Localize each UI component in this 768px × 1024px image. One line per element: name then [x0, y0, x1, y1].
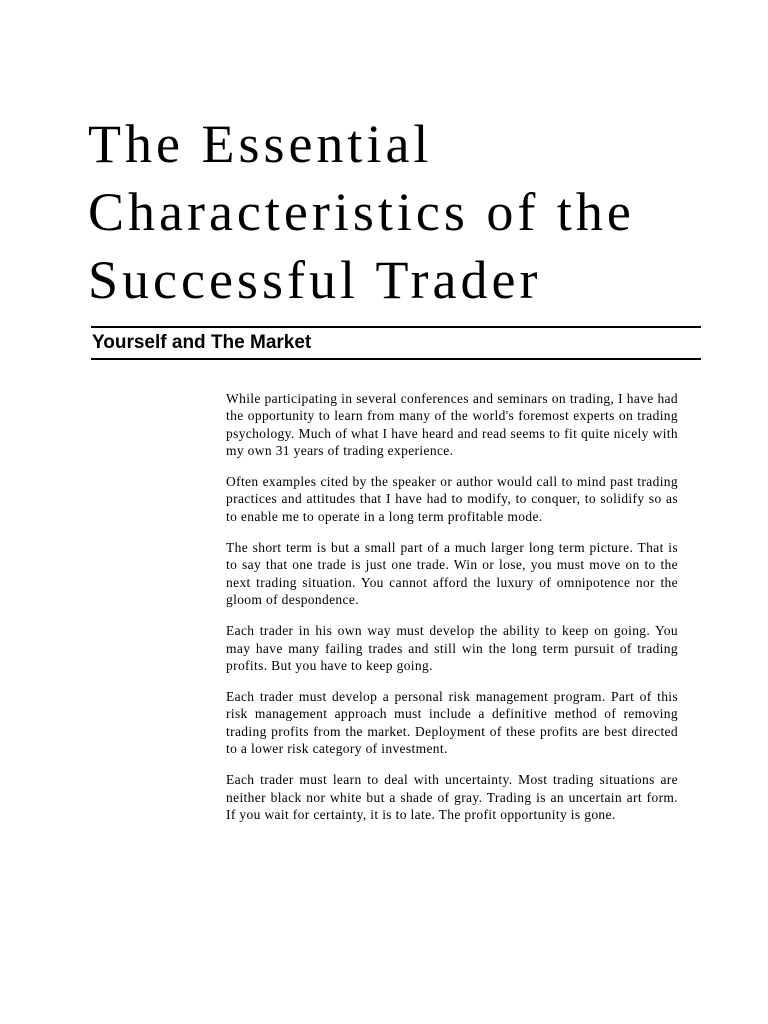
- document-title: [88, 110, 728, 314]
- section-rule-bottom: [91, 358, 701, 360]
- section-rule-top: [91, 326, 701, 328]
- title-line: The Essential: [88, 114, 433, 174]
- paragraph: Each trader must develop a personal risk management program. Part of this risk management approach must include a definitive method of removing trading profits from the market. Deployment of these profits are best directed to a lower risk category of investment.: [226, 689, 678, 757]
- paragraph: Each trader in his own way must develop the ability to keep on going. You may have many failing trades and still win the long term pursuit of trading profits. But you have to keep going.: [226, 623, 678, 673]
- body-text: [226, 390, 678, 837]
- paragraph: The short term is but a small part of a much larger long term picture. That is to say that one trade is just one trade. Win or lose, you must move on to the next trading situation. You cannot afford the luxury of omnipotence nor the gloom of despondence.: [226, 540, 678, 607]
- paragraph: Each trader must learn to deal with uncertainty. Most trading situations are neither black nor white but a shade of gray. Trading is an uncertain art form. If you wait for certainty, it is to late. The profit opportunity is gone.: [226, 772, 678, 822]
- title-line: Characteristics of the: [88, 182, 635, 242]
- section-heading: Yourself and The Market: [92, 332, 312, 353]
- paragraph: While participating in several conferences and seminars on trading, I have had the opportunity to learn from many of the world's foremost experts on trading psychology. Much of what I have heard and read seems to fit quite nicely with my own 31 years of trading experience.: [226, 391, 678, 458]
- title-line: Successful Trader: [88, 250, 542, 310]
- paragraph: Often examples cited by the speaker or author would call to mind past trading practices and attitudes that I have had to modify, to conquer, to solidify so as to enable me to operate in a long term profitable mode.: [226, 474, 678, 524]
